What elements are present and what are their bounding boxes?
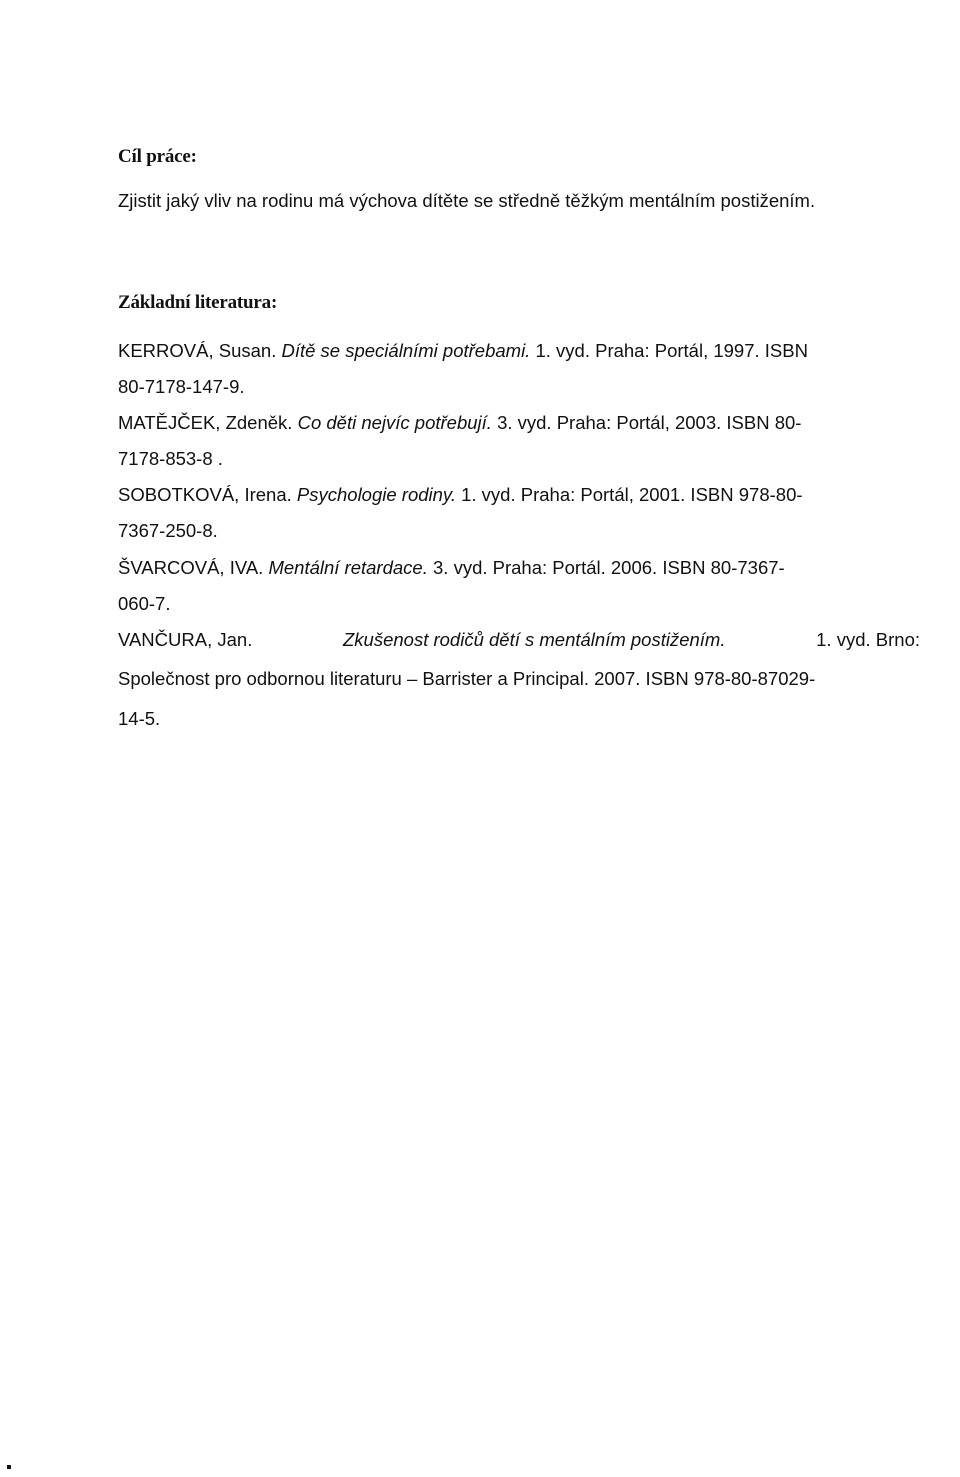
reference-author: KERROVÁ, Susan. bbox=[118, 340, 277, 361]
reference-author: ŠVARCOVÁ, IVA. bbox=[118, 557, 264, 578]
reference-title: Zkušenost rodičů dětí s mentálním postižením. bbox=[342, 629, 726, 650]
reference-author: SOBOTKOVÁ, Irena. bbox=[118, 484, 292, 505]
reference-entry-1-continuation: 80-7178-147-9. bbox=[118, 376, 245, 397]
reference-entry-5-continuation: Společnost pro odbornou literaturu – Barrister a Principal. 2007. ISBN 978-80-87029- bbox=[118, 668, 816, 689]
reference-publication: 1. vyd. Brno: bbox=[816, 629, 920, 650]
reference-title: Psychologie rodiny. bbox=[296, 484, 456, 505]
reference-entry-5 bbox=[118, 629, 920, 651]
reference-entry-3-continuation: 7367-250-8. bbox=[118, 520, 218, 541]
scan-mark bbox=[7, 1465, 11, 1469]
reference-entry-2 bbox=[118, 412, 801, 434]
reference-author: VANČURA, Jan. bbox=[118, 629, 253, 650]
reference-publication: 3. vyd. Praha: Portál, 2003. ISBN 80- bbox=[497, 412, 802, 433]
goal-text: Zjistit jaký vliv na rodinu má výchova dítěte se středně těžkým mentálním postižením. bbox=[118, 190, 816, 211]
reference-entry-4 bbox=[118, 557, 785, 579]
reference-publication: 3. vyd. Praha: Portál. 2006. ISBN 80-7367- bbox=[433, 557, 785, 578]
reference-publication: 1. vyd. Praha: Portál, 1997. ISBN bbox=[535, 340, 808, 361]
reference-entry-2-continuation: 7178-853-8 . bbox=[118, 448, 223, 469]
reference-entry-3 bbox=[118, 484, 803, 506]
goal-heading: Cíl práce: bbox=[118, 146, 197, 167]
reference-entry-5-continuation-2: 14-5. bbox=[118, 708, 161, 729]
reference-title: Mentální retardace. bbox=[268, 557, 428, 578]
literature-heading: Základní literatura: bbox=[118, 292, 278, 313]
reference-author: MATĚJČEK, Zdeněk. bbox=[118, 412, 293, 433]
reference-title: Dítě se speciálními potřebami. bbox=[281, 340, 531, 361]
reference-entry-4-continuation: 060-7. bbox=[118, 593, 171, 614]
reference-entry-1 bbox=[118, 340, 808, 362]
reference-title: Co děti nejvíc potřebují. bbox=[297, 412, 492, 433]
reference-publication: 1. vyd. Praha: Portál, 2001. ISBN 978-80- bbox=[461, 484, 803, 505]
